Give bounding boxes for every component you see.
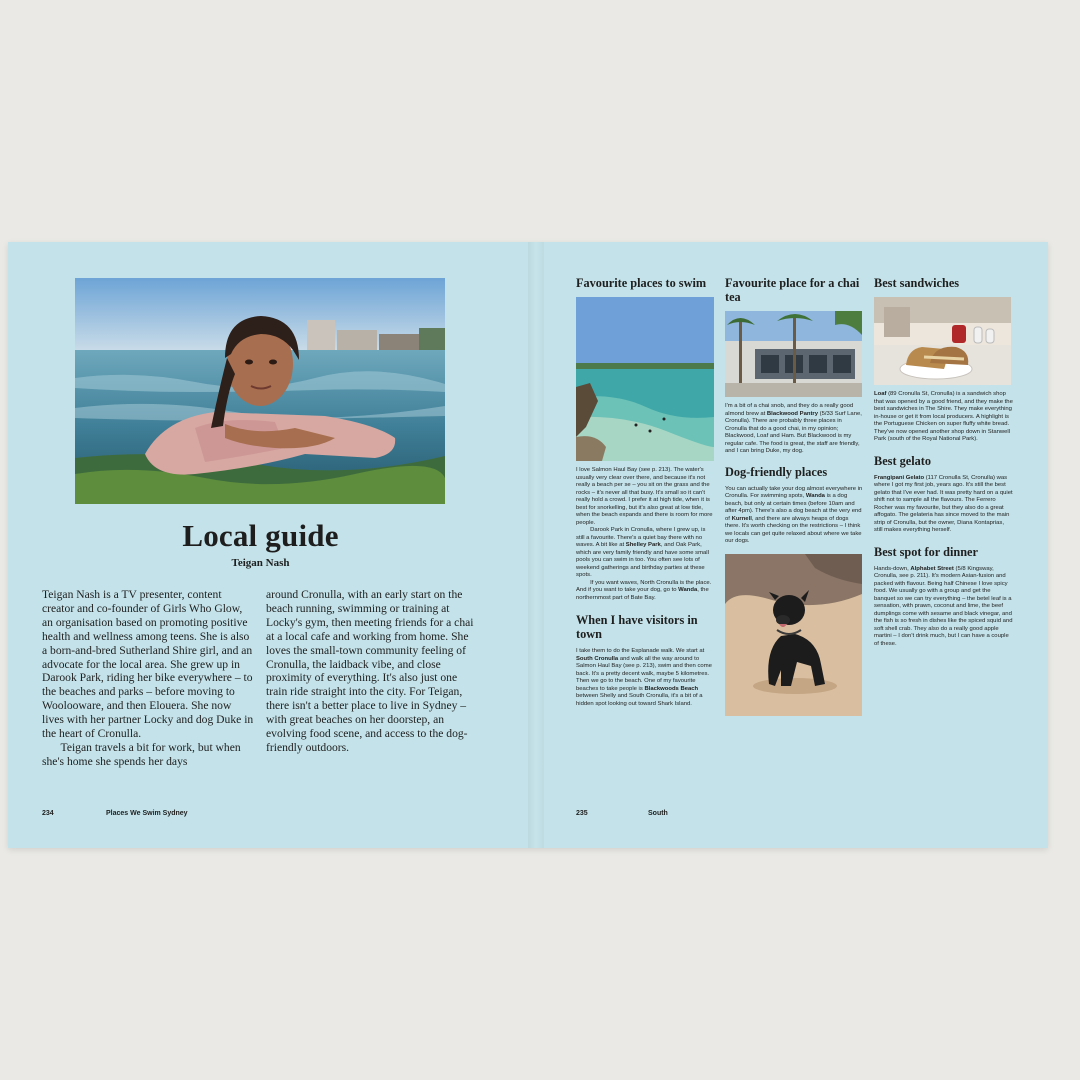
visitors-paragraph: I take them to do the Esplanade walk. We start at South Cronulla and walk all the way around to Salmon Haul Bay (see p. 213), swim and then come back. It's a pretty decent walk, maybe 5 kilometres. Then we go to the beach. One of my favourite beaches to take people is Blackwoods Beach between Shelly and South Cronulla, it's a bit of a hidden spot looking out toward Shark Island. (576, 648, 712, 707)
place-name: Wanda (678, 587, 698, 593)
page-number-right: 235 (576, 810, 588, 817)
section-name: South (648, 810, 668, 817)
heading-dinner: Best spot for dinner (874, 544, 978, 559)
left-page (8, 242, 528, 848)
dog-illustration (725, 554, 862, 716)
column-chai (725, 276, 864, 722)
right-page (544, 242, 1048, 848)
heading-sandwiches: Best sandwiches (874, 276, 960, 290)
sandwiches-paragraph: Loaf (89 Cronulla St, Cronulla) is a sandwich shop that was opened by a good friend, and they make the best sandwiches in The Shire. They make everything in-house or get it from local producers. A highlight is the Portuguese Chicken on super fluffy white bread. They've now opened another shop down in Stanwell Park (south of the Royal National Park). (874, 391, 1013, 442)
gelato-paragraph: Frangipani Gelato (117 Cronulla St, Cronulla) was where I got my first job, years ago. It's still the best gelato that I've ever had. It was pretty hard on a quiet shift not to sample all the flavours. The Ferrero Rocher was my favourite, but they also do a great affogato. The gelateria has since moved to the main strip of Cronulla, but the owner, Diana Kontaprias, still makes everything herself. (874, 474, 1013, 533)
place-name: Loaf (874, 391, 887, 397)
body-paragraph: around Cronulla, with an early start on the beach running, swimming or training at Locky's gym, then meeting friends for a chai at a local cafe and working from home. She loves the small-town community feeling of Cronulla, the laidback vibe, and close proximity of everything. It's also just one train ride straight into the city. For Teigan, there isn't a better place to live in Sydney – with great beaches on her doorstep, an evolving food scene, and access to the dog-friendly outdoors. (266, 588, 474, 754)
swim-paragraph-3: If you want waves, North Cronulla is the place. And if you want to take your dog, go to Wanda, the northernmost part of Bate Bay. (576, 579, 712, 601)
dinner-paragraph: Hands-down, Alphabet Street (5/8 Kingsway, Cronulla, see p. 211). It's modern Asian-fusion and packed with flavour. Being half Chinese I love spicy food. We usually go with a group and get the banquet so we can try everything – the betel leaf is a sensation, with prawn, coconut and lime, the beef dumplings come with sesame and black vinegar, and the fish is so fresh in dishes like the spiced squid and soft shell crab. They also do a really good apple martini – I don't drink much, but I can have a couple of these. (874, 565, 1013, 647)
photo-blackwood-pantry (725, 311, 862, 397)
place-name: Shelley Park (625, 542, 661, 548)
chai-paragraph: I'm a bit of a chai snob, and they do a really good almond brew at Blackwood Pantry (5/33 Surf Lane, Cronulla). There are probably three places in Cronulla that do a good chai, in my opinion; Blackwood, Loaf and Ham. But Blackwood is my regular cafe. The food is great, the staff are friendly, and I can bring Duke, my dog. (725, 403, 862, 454)
heading-visitors: When I have visitors in town (576, 613, 698, 641)
heading-chai: Favourite place for a chai tea (725, 276, 860, 304)
place-name: Kurnell (731, 515, 752, 522)
sandwich-illustration (874, 297, 1011, 385)
place-name: South Cronulla (576, 655, 619, 662)
byline: Teigan Nash (231, 557, 290, 569)
hero-photo-swimmer (75, 278, 445, 504)
photo-salmon-haul-bay (576, 297, 714, 461)
column-food (874, 276, 1013, 648)
bay-illustration (576, 297, 714, 461)
book-spread (8, 242, 1048, 848)
heading-dog-friendly: Dog-friendly places (725, 464, 828, 479)
page-number-left: 234 (42, 810, 54, 817)
body-paragraph: Teigan Nash is a TV presenter, content creator and co-founder of Girls Who Glow, an organisation based on promoting positive health and wellness among teens. She is also a born-and-bred Sutherland Shire girl, and an advocate for the local area. She grew up in Darook Park, riding her bike everywhere – to the beaches and parks – before moving to Woolooware, and then Elouera. She now lives with her partner Locky and dog Duke in the heart of Cronulla. (42, 588, 254, 741)
book-gutter (528, 242, 544, 848)
swim-paragraph-1: I love Salmon Haul Bay (see p. 213). The water's usually very clear over there, and because it's not really a beach per se – you sit on the grass and the rocks – it's never all that busy. It's small so it can't really hold a crowd. I prefer it at high tide, when it is best for snorkelling, but it's also great at low tide, when the beach expands and there is room for more people. (576, 467, 713, 526)
place-name: Blackwoods Beach (644, 685, 699, 692)
body-column-2 (266, 588, 478, 755)
place-name: Blackwood Pantry (766, 410, 818, 417)
heading-gelato: Best gelato (874, 453, 932, 468)
heading-favourite-swim: Favourite places to swim (576, 276, 707, 290)
place-name: Frangipani Gelato (874, 474, 925, 481)
swim-paragraph-2: Darook Park in Cronulla, where I grew up, is still a favourite. There's a quiet bay there with no waves. A bit like at Shelley Park, and Oak Park, which are very family friendly and have some small pools you can swim in too. You often see lots of weekend gatherings and birthday parties at these spots. (576, 527, 709, 578)
running-title: Places We Swim Sydney (106, 810, 188, 817)
swimmer-illustration (75, 278, 445, 504)
cafe-illustration (725, 311, 862, 397)
dog-paragraph: You can actually take your dog almost everywhere in Cronulla. For swimming spots, Wanda is a dog beach, but only at certain times (before 10am and after 4pm). There's also a dog beach at the very end of Kurnell, and there are always heaps of dogs there. It's worth checking on the restrictions – I think we locals can get quite relaxed about where we take our dogs. (725, 485, 863, 544)
photo-dog-on-beach (725, 554, 862, 716)
place-name: Wanda (805, 493, 825, 499)
photo-sandwich (874, 297, 1011, 385)
body-column-1 (42, 588, 254, 769)
body-paragraph: Teigan travels a bit for work, but when she's home she spends her days (42, 740, 241, 768)
page-title: Local guide (182, 518, 339, 553)
column-swim (576, 276, 715, 708)
place-name: Alphabet Street (910, 565, 954, 572)
